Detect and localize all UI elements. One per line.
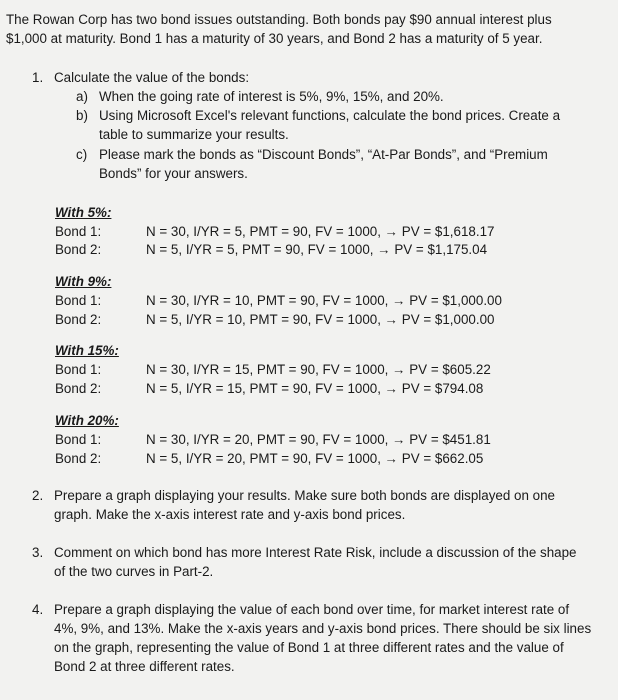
intro-line-1: The Rowan Corp has two bond issues outstanding. Both bonds pay $90 annual interest plus [6,12,552,27]
bond1-calculation: N = 30, I/YR = 15, PMT = 90, FV = 1000, → PV = $605.22 [146,362,491,377]
case-heading: With 9%: [55,274,112,289]
q4-line-1: Prepare a graph displaying the value of each bond over time, for market interest rate of [54,602,570,617]
bond2-calculation: N = 5, I/YR = 20, PMT = 90, FV = 1000, → PV = $662.05 [146,451,484,466]
bond2-calculation: N = 5, I/YR = 10, PMT = 90, FV = 1000, → PV = $1,000.00 [146,312,495,327]
bond1-calculation: N = 30, I/YR = 10, PMT = 90, FV = 1000, → PV = $1,000.00 [146,293,502,308]
bond2-label: Bond 2: [55,381,102,396]
case-heading: With 20%: [55,413,119,428]
intro-line-2: $1,000 at maturity. Bond 1 has a maturity of 30 years, and Bond 2 has a maturity of 5 year. [6,31,543,46]
bond1-label: Bond 1: [55,293,102,308]
bond1-calculation: N = 30, I/YR = 5, PMT = 90, FV = 1000, → PV = $1,618.17 [146,224,495,239]
bond2-label: Bond 2: [55,312,102,327]
bond1-calculation: N = 30, I/YR = 20, PMT = 90, FV = 1000, → PV = $451.81 [146,432,491,447]
q4-line-2: 4%, 9%, and 13%. Make the x-axis years and y-axis bond prices. There should be six lines [54,621,592,636]
q1c-line-1: Please mark the bonds as “Discount Bonds”, “At-Par Bonds”, and “Premium [99,147,548,162]
q2-line-1: Prepare a graph displaying your results. Make sure both bonds are displayed on one [54,488,555,503]
q1b-line-2: table to summarize your results. [99,127,289,142]
case-heading: With 15%: [55,343,119,358]
bond2-calculation: N = 5, I/YR = 15, PMT = 90, FV = 1000, → PV = $794.08 [146,381,484,396]
q4-number: 4. [32,602,44,617]
q3-number: 3. [32,545,44,560]
bond2-label: Bond 2: [55,451,102,466]
q3-line-2: of the two curves in Part-2. [54,564,214,579]
q1a-text: When the going rate of interest is 5%, 9%, 15%, and 20%. [99,89,444,104]
q1-number: 1. [32,70,44,85]
bond1-label: Bond 1: [55,432,102,447]
q1b-line-1: Using Microsoft Excel's relevant functions, calculate the bond prices. Create a [99,108,561,123]
bond2-calculation: N = 5, I/YR = 5, PMT = 90, FV = 1000, → PV = $1,175.04 [146,242,488,257]
q1a-marker: a) [76,89,88,104]
q1-text: Calculate the value of the bonds: [54,70,250,85]
q2-number: 2. [32,488,44,503]
q4-line-3: on the graph, representing the value of Bond 1 at three different rates and the value of [54,640,564,655]
q1c-marker: c) [76,147,88,162]
intro-paragraph [6,10,606,48]
q4-line-4: Bond 2 at three different rates. [54,659,235,674]
q1b-marker: b) [76,108,88,123]
bond1-label: Bond 1: [55,224,102,239]
q1c-line-2: Bonds” for your answers. [99,166,248,181]
case-heading: With 5%: [55,205,112,220]
q2-line-2: graph. Make the x-axis interest rate and y-axis bond prices. [54,507,406,522]
bond1-label: Bond 1: [55,362,102,377]
bond2-label: Bond 2: [55,242,102,257]
q3-line-1: Comment on which bond has more Interest Rate Risk, include a discussion of the shape [54,545,577,560]
